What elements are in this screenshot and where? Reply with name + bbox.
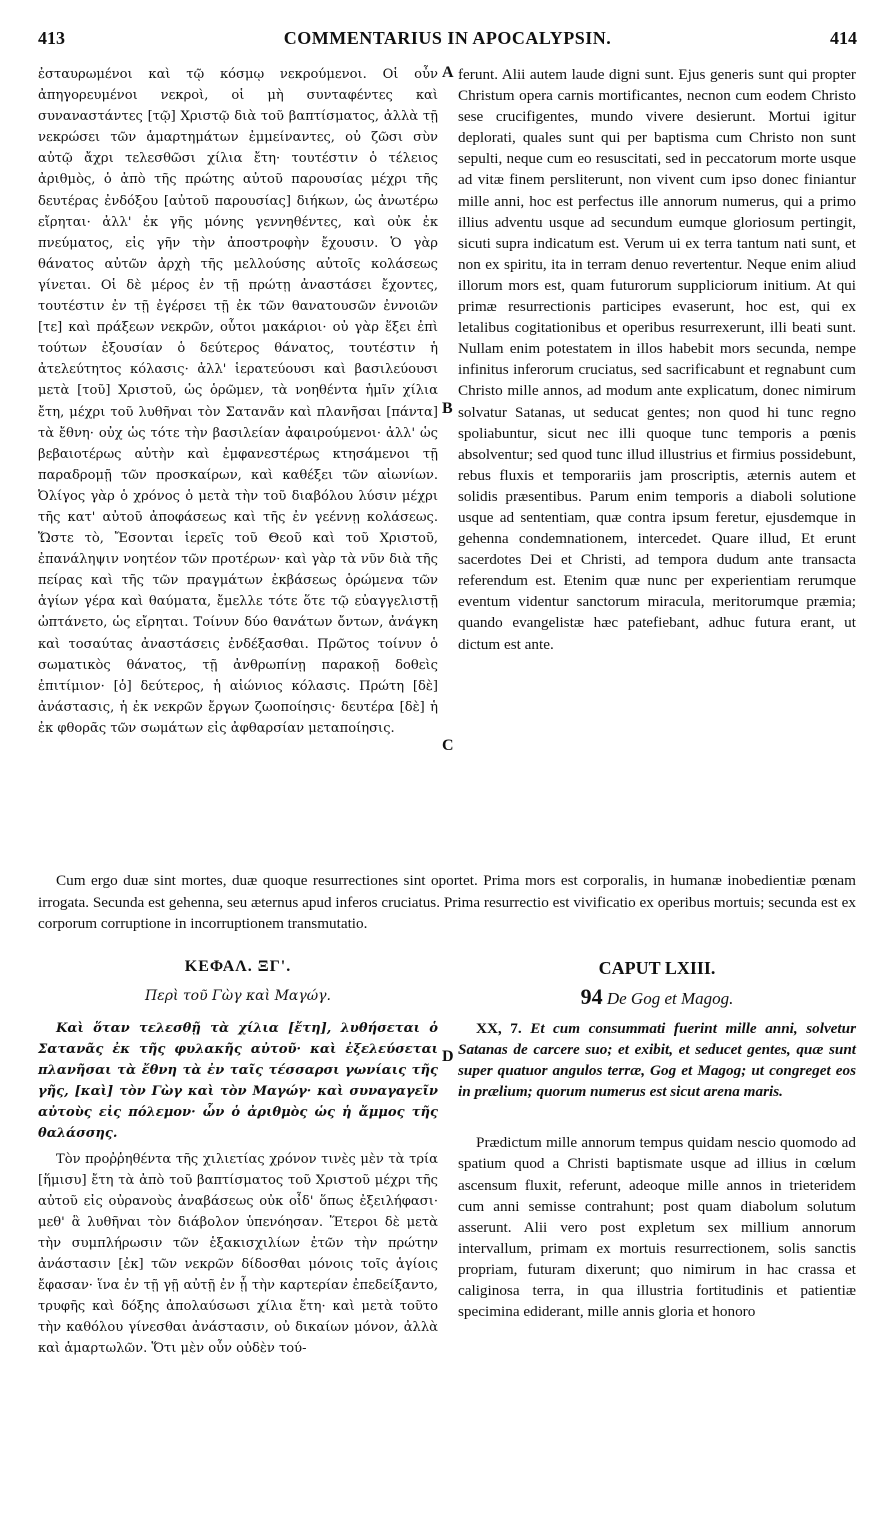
running-title: COMMENTARIUS IN APOCALYPSIN. [283, 28, 612, 48]
latin-full-width-paragraph [38, 855, 856, 950]
greek-chapter-column [38, 1018, 438, 1360]
running-header [38, 22, 857, 52]
latin-chapter-body: Prædictum mille annorum tempus quidam nescio quomodo ad spatium quod a Christi baptismate usque ad illius in cœlum ascensum fluxit, referunt, adeoque mille annos in trieteridem cum anni semisse contrahunt; post quam diabolum solutum asserunt. Alii vero post expletum sex millium annorum intervallum, primam ex mortuis resurrectionem, solis sanctis propriam, futuram dixerunt; quo nimirum in hac crassa et caliginosa terra, in qua illustria fortitudinis et patientiæ specimina ediderant, mille annis gloria et honoro [458, 1134, 856, 1321]
latin-lemma-reference: XX, 7. [476, 1020, 522, 1037]
greek-text-top: ἐσταυρωμένοι καὶ τῷ κόσμῳ νεκρούμενοι. Οἱ οὖν ἀπηγορευμένοι νεκροὶ, οἱ μὴ συνταφέντες καὶ συναναστάντες [τῷ] Χριστῷ διὰ τοῦ βαπτίσματος, ἀλλὰ τῇ νεκρώσει τῶν ἁμαρτημάτων ἐμμείναντες, οὐ ζῶσι σὺν αὐτῷ ἄχρι τελεσθῶσι χίλια ἔτη· τουτέστιν ὁ τέλειος ἀριθμὸς, ὁ ἀπὸ τῆς πρώτης αὐτοῦ παρουσίας μέχρι τῆς δευτέρας ἐνδόξου [αὐτοῦ παρουσίας] διήκων, ὡς ἀνωτέρω εἴρηται· ἀλλ' ἐκ γῆς μόνης γεννηθέντες, καὶ οὐκ ἐκ πνεύματος, εἰς γῆν τὴν ἀποστροφὴν ἔχουσιν. Ὁ γὰρ θάνατος αὐτῶν ἀρχὴ τῆς μελλούσης αὐτοῖς κολάσεως γίνεται. Οἱ δὲ μέρος ἐν τῇ πρώτῃ ἀναστάσει ἔχοντες, τουτέστιν ἐν τῇ ἐγέρσει τῇ ἐκ τῶν θανατουσῶν ἐννοιῶν [τε] καὶ πράξεων νεκρῶν, οὗτοι μακάριοι· οὐ γὰρ ἕξει ἐπὶ τούτων ἐξουσίαν ὁ δεύτερος θάνατος, τουτέστιν ἡ ἀτελεύτητος κόλασις· ἀλλ' ἱερατεύουσι καὶ βασιλεύουσι μετὰ [τοῦ] Χριστοῦ, ὡς ὁρῶμεν, τὰ νοηθέντα ἡμῖν χίλια ἔτη, μέχρι τοῦ λυθῆναι τὸν Σατανᾶν καὶ πλανῆσαι [πάντα] τὰ ἔθνη· οὐχ ὡς τότε τὴν βασιλείαν ἀφαιρούμενοι· ἀλλ' ὡς βεβαιοτέρως αὐτὴν καὶ ἐμφανεστέρως κτησάμενοι τῇ παραδρομῇ τῶν προσκαίρων, καὶ καθέξει τῶν αἰωνίων. Ὀλίγος γὰρ ὁ χρόνος ὁ μετὰ τὴν τοῦ διαβόλου λύσιν μέχρι τῆς κατ' αὐτοῦ ἀποφάσεως καὶ τῆς ἐν γεέννῃ κολάσεως. Ὥστε τὸ, Ἔσονται ἱερεῖς τοῦ Θεοῦ καὶ τοῦ Χριστοῦ, ἐπανάληψιν νοητέον τῶν προτέρων· καὶ γὰρ τὰ νῦν διὰ τῆς πείρας καὶ τῆς τῶν πραγμάτων ἐκβάσεως ὁρώμενα τῶν ἁγίων γέρα καὶ θαύματα, ἔμελλε τότε ὅτε τῷ εὐαγγελιστῇ ὠπτάνετο, ὡς εἴρηται. Τοίνυν δύο θανάτων ὄντων, ἀνάγκη καὶ τοσαύτας ἀναστάσεις ἐνδέξασθαι. Πρῶτος τοίνυν ὁ σωματικὸς θάνατος, τῇ ἀνθρωπίνῃ παρακοῇ δοθεὶς ἐπιτίμιον· [ὁ] δεύτερος, ἡ αἰώνιος κόλασις. Πρώτη [δὲ] ἀνάστασις, ἡ ἐκ νεκρῶν ἔργων ζωοποίησις· δευτέρα [δὲ] ἡ ἐκ φθορᾶς τῶν σωμάτων εἰς ἀφθαρσίαν μεταποίησις. [38, 67, 438, 736]
greek-chapter-body: Τὸν προῤῥηθέντα τῆς χιλιετίας χρόνον τινὲς μὲν τὰ τρία [ἥμισυ] ἔτη τὰ ἀπὸ τοῦ βαπτίσματος τοῦ Χριστοῦ μέχρι τῆς αὐτοῦ εἰς οὐρανοὺς ἀναβάσεως οὐκ οἶδ' ὅπως ἐξειλήφασι· μεθ' ἃ λυθῆναι τὸν διάβολον ὑπενόησαν. Ἕτεροι δὲ μετὰ τὴν συμπλήρωσιν τῶν ἑξακισχιλίων ἐτῶν τὴν πρώτην ἀνάστασιν [ἐκ] τῶν νεκρῶν δίδοσθαι μόνοις τοῖς ἁγίοις ἔφασαν· ἵνα ἐν τῇ γῇ αὐτῇ ἐν ᾗ τὴν καρτερίαν ἐπεδείξαντο, τρυφῆς καὶ δόξης ἀπολαύσωσι χίλια ἔτη· καὶ μετὰ τοῦτο τὴν καθόλου γίνεσθαι ἀνάστασιν, οὐ δικαίων μόνον, ἀλλὰ καὶ ἁμαρτωλῶν. Ὅτι μὲν οὖν οὐδὲν τού- [38, 1151, 438, 1357]
section-marker-c: C [442, 737, 454, 754]
latin-text-top: ferunt. Alii autem laude digni sunt. Ejus generis sunt qui propter Christum opera carnis mortificantes, necnon cum eodem Christo sese crucifigentes, mundo vivere desierunt. Mortui igitur deplorati, quales sunt qui per baptisma cum Christo non sunt sepulti, neque cum eo resuscitati, sed in peccatorum morte usque ad vitæ finem persliterunt, non vivent cum ipso donec finiantur mille anni, hoc est perfectus ille annorum numerus, qui a primo illius adventu usque ad secundum eumque gloriosum pertingit, sicuti supra indicatum est. Verum ui ex terra tantum nati sunt, et non ex spiritu, ita in terram denuo revertentur. Neque enim aliud illorum mors est, quam futurorum suppliciorum initium. At qui primæ resurrectionis participes evaserunt, hoc est, qui ex letalibus cogitationibus et operibus resurrexerunt, illi beati sunt. Nullam enim potestatem in illos habebit mors secunda, nempe infinitus inferorum cruciatus, sed sacrificabunt et regnabunt cum Christo mille annos, ad modum ante explicatum, donec nimirum solvatur Satanas, ut seducat gentes; non quod hi tunc regno spoliabuntur, sicut nec illi quoque tunc temporis a pœnis absolventur; sed quod tunc illud illustrius et firmius possidebunt, rebus fluxis et temporariis jam proscriptis, æternis autem et solidis præsentibus. Parum enim temporis a diaboli solutione usque ad sententiam, quæ contra ipsum feretur, ejusdemque in gehenna condemnationem, intercedet. Quare illud, Et erunt sacerdotes Dei et Christi, ad tempora dudum ante transacta referendum est. Etenim quæ nunc per experientiam rerumque eventum videntur sanctorum miracula, meritorumque præmia; quando evangelistæ hæc patefiebant, adhuc futura erant, ut dictum est ante. [458, 66, 856, 653]
page-number-right: 414 [830, 28, 857, 48]
latin-chapter-column [458, 1018, 856, 1322]
latin-chapter-number: CAPUT LXIII. [598, 958, 716, 978]
latin-chapter-title: De Gog et Magog. [606, 989, 734, 1008]
latin-lemma: Et cum consummati fuerint mille anni, solvetur Satanas de carcere suo; et exibit, et seducet gentes, quæ sunt super quatuor angulos terræ, Gog et Magog; ut congreget eos in prælium; quorum numerus est sicut arena maris. [458, 1020, 857, 1101]
greek-lemma: Καὶ ὅταν τελεσθῇ τὰ χίλια [ἔτη], λυθήσεται ὁ Σατανᾶς ἐκ τῆς φυλακῆς αὐτοῦ· καὶ ἐξελεύσεται πλανῆσαι τὰ ἔθνη τὰ ἐν ταῖς τέσσαρσι γωνίαις τῆς γῆς, [καὶ] τὸν Γὼγ καὶ τὸν Μαγώγ· καὶ συναγαγεῖν αὐτοὺς εἰς πόλεμον· ὧν ὁ ἀριθμὸς ὡς ἡ ἄμμος τῆς θαλάσσης. [38, 1021, 438, 1142]
greek-chapter-number: ΚΕΦΑΛ. ΞΓ'. [184, 958, 292, 975]
greek-column-top [38, 64, 438, 739]
greek-chapter-title: Περὶ τοῦ Γὼγ καὶ Μαγώγ. [145, 988, 331, 1004]
section-marker-b: B [442, 400, 453, 417]
latin-section-number: 94 [580, 984, 603, 1009]
latin-column-top [458, 64, 856, 655]
latin-full-text: Cum ergo duæ sint mortes, duæ quoque resurrectiones sint oportet. Prima mors est corporalis, in humanæ inobedientiæ pœnam irrogata. Secunda est gehenna, seu æternus apud inferos cruciatus. Prima resurrectio est vivificatio ex operibus mortuis; secunda est ex corporum corruptione in incorruptionem transmutatio. [38, 872, 856, 933]
section-marker-a: A [442, 64, 454, 81]
latin-chapter-title-line [458, 984, 856, 1010]
section-marker-d: D [442, 1048, 454, 1065]
page-number-left: 413 [38, 28, 65, 48]
